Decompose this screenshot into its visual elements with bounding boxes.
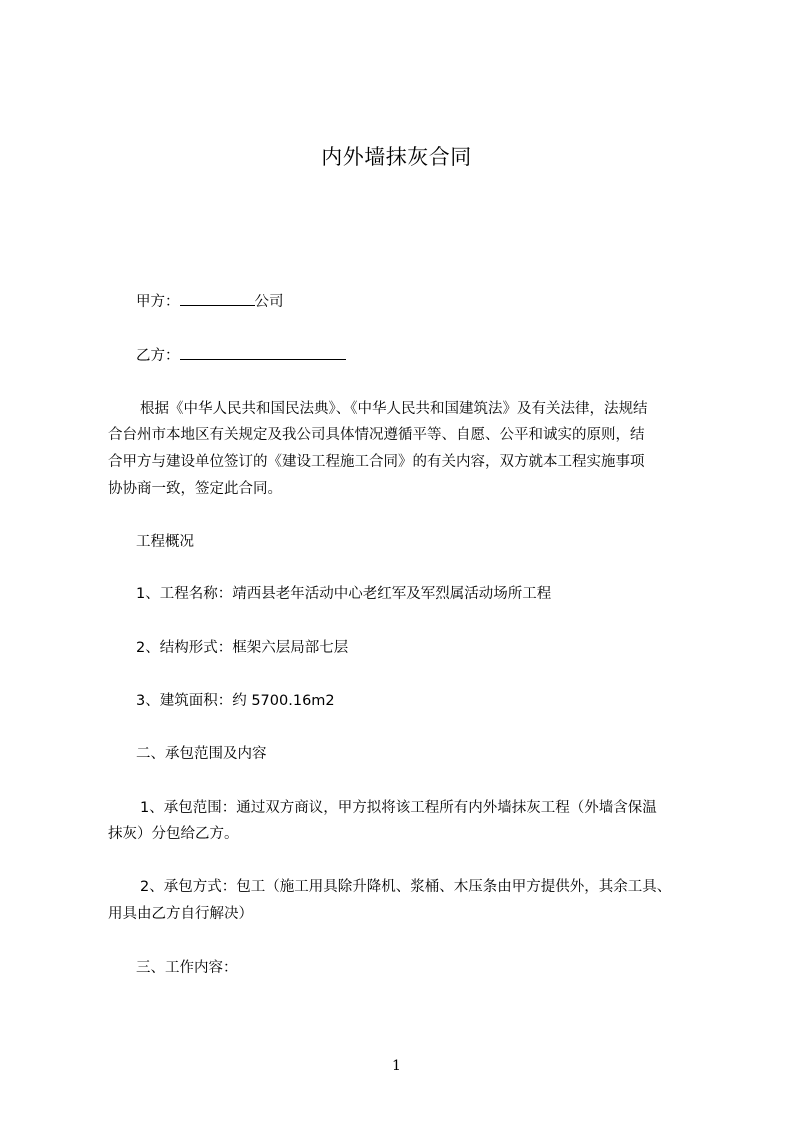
- overview-item: 1、工程名称：靖西县老年活动中心老红军及军烈属活动场所工程: [136, 586, 552, 602]
- preamble-line: 合台州市本地区有关规定及我公司具体情况遵循平等、自愿、公平和诚实的原则，结: [108, 427, 645, 443]
- method-line: 2、承包方式：包工（施工用具除升降机、浆桶、木压条由甲方提供外，其余工具、: [140, 879, 672, 895]
- party-b-name-blank: [180, 345, 346, 360]
- method-line: 用具由乙方自行解决）: [108, 906, 253, 922]
- party-a-suffix: 公司: [254, 294, 284, 310]
- party-a-line: [136, 291, 284, 312]
- scope-line: 1、承包范围：通过双方商议，甲方拟将该工程所有内外墙抹灰工程（外墙含保温: [140, 800, 657, 816]
- party-a-label: 甲方：: [136, 294, 180, 310]
- overview-item: 3、建筑面积：约 5700.16m2: [136, 693, 335, 709]
- preamble-line: 协协商一致，签定此合同。: [108, 481, 282, 497]
- document-title: 内外墙抹灰合同: [321, 145, 472, 169]
- section-heading: 三、工作内容：: [136, 960, 238, 976]
- party-b-label: 乙方：: [136, 348, 180, 364]
- preamble-line: 合甲方与建设单位签订的《建设工程施工合同》的有关内容，双方就本工程实施事项: [108, 454, 645, 470]
- party-a-name-blank: [180, 291, 255, 306]
- overview-item: 2、结构形式：框架六层局部七层: [136, 640, 349, 656]
- party-b-line: [136, 345, 346, 366]
- page-number: 1: [392, 1058, 401, 1074]
- preamble-line: 根据《中华人民共和国民法典》、《中华人民共和国建筑法》及有关法律，法规结: [140, 401, 648, 417]
- scope-line: 抹灰）分包给乙方。: [108, 826, 239, 842]
- section-heading: 二、承包范围及内容: [136, 746, 267, 762]
- overview-heading: 工程概况: [136, 534, 194, 550]
